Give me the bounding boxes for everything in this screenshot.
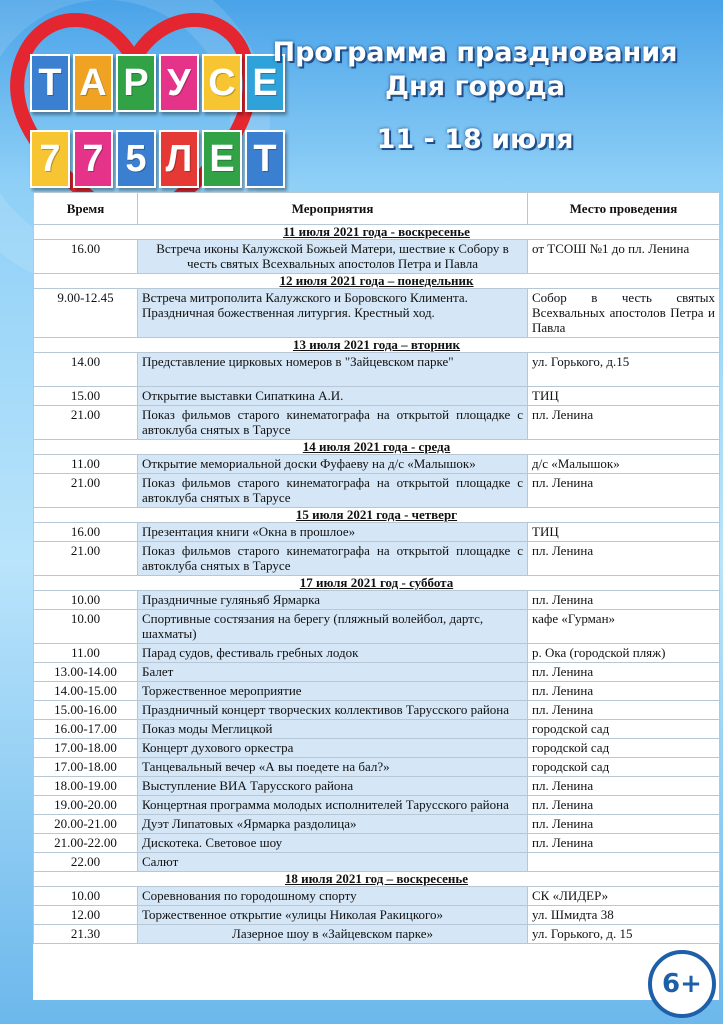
event-venue: ТИЦ bbox=[528, 523, 720, 542]
event-time: 15.00-16.00 bbox=[34, 701, 138, 720]
event-time: 16.00-17.00 bbox=[34, 720, 138, 739]
event-venue: пл. Ленина bbox=[528, 474, 720, 508]
event-venue: пл. Ленина bbox=[528, 591, 720, 610]
event-venue: пл. Ленина bbox=[528, 406, 720, 440]
event-name: Дискотека. Световое шоу bbox=[138, 834, 528, 853]
event-time: 19.00-20.00 bbox=[34, 796, 138, 815]
logo-letter-tile: А bbox=[73, 54, 113, 112]
event-venue: пл. Ленина bbox=[528, 834, 720, 853]
table-row bbox=[34, 758, 720, 777]
event-name: Праздничный концерт творческих коллективов Тарусского района bbox=[138, 701, 528, 720]
event-time: 16.00 bbox=[34, 240, 138, 274]
event-name: Дуэт Липатовых «Ярмарка раздолица» bbox=[138, 815, 528, 834]
table-row bbox=[34, 777, 720, 796]
table-row bbox=[34, 720, 720, 739]
event-venue: кафе «Гурман» bbox=[528, 610, 720, 644]
event-name: Балет bbox=[138, 663, 528, 682]
event-venue: городской сад bbox=[528, 758, 720, 777]
logo-letter-tile: У bbox=[159, 54, 199, 112]
event-time: 21.00 bbox=[34, 406, 138, 440]
table-row bbox=[34, 925, 720, 944]
event-name: Выступление ВИА Тарусского района bbox=[138, 777, 528, 796]
title-line-2: Дня города bbox=[385, 71, 565, 102]
event-venue: пл. Ленина bbox=[528, 663, 720, 682]
event-venue: пл. Ленина bbox=[528, 701, 720, 720]
event-name: Торжественное мероприятие bbox=[138, 682, 528, 701]
event-name: Соревнования по городошному спорту bbox=[138, 887, 528, 906]
event-name: Парад судов, фестиваль гребных лодок bbox=[138, 644, 528, 663]
table-header-row bbox=[34, 193, 720, 225]
event-time: 18.00-19.00 bbox=[34, 777, 138, 796]
event-time: 17.00-18.00 bbox=[34, 739, 138, 758]
table-row bbox=[34, 542, 720, 576]
schedule-sheet bbox=[33, 192, 719, 1000]
day-header-row bbox=[34, 225, 720, 240]
event-name: Спортивные состязания на берегу (пляжный волейбол, дартс, шахматы) bbox=[138, 610, 528, 644]
event-name: Встреча митрополита Калужского и Боровского Климента. Праздничная божественная литургия. Крестный ход. bbox=[138, 289, 528, 338]
table-row bbox=[34, 834, 720, 853]
logo-word-775-let bbox=[30, 130, 285, 188]
table-row bbox=[34, 353, 720, 387]
event-time: 21.00 bbox=[34, 542, 138, 576]
event-time: 16.00 bbox=[34, 523, 138, 542]
event-venue: ул. Горького, д.15 bbox=[528, 353, 720, 387]
event-name: Открытие выставки Сипаткина А.И. bbox=[138, 387, 528, 406]
event-name: Презентация книги «Окна в прошлое» bbox=[138, 523, 528, 542]
event-time: 10.00 bbox=[34, 887, 138, 906]
day-header-row bbox=[34, 440, 720, 455]
logo-letter-tile: Т bbox=[245, 130, 285, 188]
day-label: 11 июля 2021 года - воскресенье bbox=[34, 225, 720, 240]
day-label: 14 июля 2021 года - среда bbox=[34, 440, 720, 455]
day-label: 18 июля 2021 год – воскресенье bbox=[34, 872, 720, 887]
event-venue bbox=[528, 853, 720, 872]
event-time: 12.00 bbox=[34, 906, 138, 925]
logo-letter-tile: Т bbox=[30, 54, 70, 112]
event-name: Торжественное открытие «улицы Николая Ракицкого» bbox=[138, 906, 528, 925]
event-time: 11.00 bbox=[34, 644, 138, 663]
column-header-time: Время bbox=[34, 193, 138, 225]
event-name: Лазерное шоу в «Зайцевском парке» bbox=[138, 925, 528, 944]
logo-letter-tile: 7 bbox=[73, 130, 113, 188]
event-venue: городской сад bbox=[528, 739, 720, 758]
event-name: Показ фильмов старого кинематографа на открытой площадке с автоклуба снятых в Тарусе bbox=[138, 474, 528, 508]
table-row bbox=[34, 701, 720, 720]
table-row bbox=[34, 610, 720, 644]
column-header-event: Мероприятия bbox=[138, 193, 528, 225]
day-header-row bbox=[34, 872, 720, 887]
event-name: Показ фильмов старого кинематографа на открытой площадке с автоклуба снятых в Тарусе bbox=[138, 406, 528, 440]
table-row bbox=[34, 240, 720, 274]
logo-letter-tile: 7 bbox=[30, 130, 70, 188]
event-name: Танцевальный вечер «А вы поедете на бал?» bbox=[138, 758, 528, 777]
day-label: 12 июля 2021 года – понедельник bbox=[34, 274, 720, 289]
table-row bbox=[34, 591, 720, 610]
event-venue: пл. Ленина bbox=[528, 796, 720, 815]
table-row bbox=[34, 887, 720, 906]
event-venue: пл. Ленина bbox=[528, 682, 720, 701]
event-time: 10.00 bbox=[34, 610, 138, 644]
date-range: 11 - 18 июля bbox=[376, 124, 574, 155]
event-name: Открытие мемориальной доски Фуфаеву на д/с «Малышок» bbox=[138, 455, 528, 474]
event-time: 21.00-22.00 bbox=[34, 834, 138, 853]
day-header-row bbox=[34, 274, 720, 289]
title-line-1: Программа празднования bbox=[272, 37, 678, 68]
schedule-table bbox=[33, 192, 720, 944]
event-time: 14.00-15.00 bbox=[34, 682, 138, 701]
event-venue: СК «ЛИДЕР» bbox=[528, 887, 720, 906]
event-time: 22.00 bbox=[34, 853, 138, 872]
table-row bbox=[34, 739, 720, 758]
day-label: 15 июля 2021 года - четверг bbox=[34, 508, 720, 523]
logo-letter-tile: Е bbox=[245, 54, 285, 112]
logo-word-tarusa bbox=[30, 54, 285, 112]
age-rating-badge: 6+ bbox=[648, 950, 716, 1018]
event-time: 15.00 bbox=[34, 387, 138, 406]
day-header-row bbox=[34, 338, 720, 353]
event-venue: Собор в честь святых Всехвальных апостолов Петра и Павла bbox=[528, 289, 720, 338]
table-row bbox=[34, 853, 720, 872]
logo-letter-tile: 5 bbox=[116, 130, 156, 188]
event-name: Праздничные гуляньяб Ярмарка bbox=[138, 591, 528, 610]
table-row bbox=[34, 644, 720, 663]
day-header-row bbox=[34, 508, 720, 523]
table-row bbox=[34, 406, 720, 440]
table-row bbox=[34, 815, 720, 834]
event-venue: пл. Ленина bbox=[528, 542, 720, 576]
logo-letter-tile: Е bbox=[202, 130, 242, 188]
event-time: 17.00-18.00 bbox=[34, 758, 138, 777]
event-time: 21.00 bbox=[34, 474, 138, 508]
table-row bbox=[34, 474, 720, 508]
event-name: Встреча иконы Калужской Божьей Матери, шествие к Собору в честь святых Всехвальных апостолов Петра и Павла bbox=[138, 240, 528, 274]
logo-letter-tile: Л bbox=[159, 130, 199, 188]
table-row bbox=[34, 289, 720, 338]
event-name: Салют bbox=[138, 853, 528, 872]
event-time: 10.00 bbox=[34, 591, 138, 610]
event-name: Представление цирковых номеров в "Зайцевском парке" bbox=[138, 353, 528, 387]
table-row bbox=[34, 455, 720, 474]
event-venue: ул. Шмидта 38 bbox=[528, 906, 720, 925]
table-row bbox=[34, 682, 720, 701]
event-time: 11.00 bbox=[34, 455, 138, 474]
event-venue: р. Ока (городской пляж) bbox=[528, 644, 720, 663]
logo-letter-tile: Р bbox=[116, 54, 156, 112]
event-venue: пл. Ленина bbox=[528, 777, 720, 796]
table-row bbox=[34, 796, 720, 815]
event-venue: ТИЦ bbox=[528, 387, 720, 406]
event-name: Показ фильмов старого кинематографа на открытой площадке с автоклуба снятых в Тарусе bbox=[138, 542, 528, 576]
column-header-venue: Место проведения bbox=[528, 193, 720, 225]
event-venue: от ТСОШ №1 до пл. Ленина bbox=[528, 240, 720, 274]
event-time: 14.00 bbox=[34, 353, 138, 387]
page-title bbox=[250, 36, 700, 104]
event-name: Концертная программа молодых исполнителей Тарусского района bbox=[138, 796, 528, 815]
event-venue: д/с «Малышок» bbox=[528, 455, 720, 474]
table-row bbox=[34, 663, 720, 682]
table-row bbox=[34, 387, 720, 406]
event-time: 9.00-12.45 bbox=[34, 289, 138, 338]
table-row bbox=[34, 906, 720, 925]
day-label: 13 июля 2021 года – вторник bbox=[34, 338, 720, 353]
event-time: 20.00-21.00 bbox=[34, 815, 138, 834]
event-time: 21.30 bbox=[34, 925, 138, 944]
event-name: Концерт духового оркестра bbox=[138, 739, 528, 758]
event-time: 13.00-14.00 bbox=[34, 663, 138, 682]
event-venue: городской сад bbox=[528, 720, 720, 739]
event-venue: пл. Ленина bbox=[528, 815, 720, 834]
event-venue: ул. Горького, д. 15 bbox=[528, 925, 720, 944]
logo-letter-tile: С bbox=[202, 54, 242, 112]
day-header-row bbox=[34, 576, 720, 591]
table-row bbox=[34, 523, 720, 542]
day-label: 17 июля 2021 год - суббота bbox=[34, 576, 720, 591]
event-name: Показ моды Меглицкой bbox=[138, 720, 528, 739]
